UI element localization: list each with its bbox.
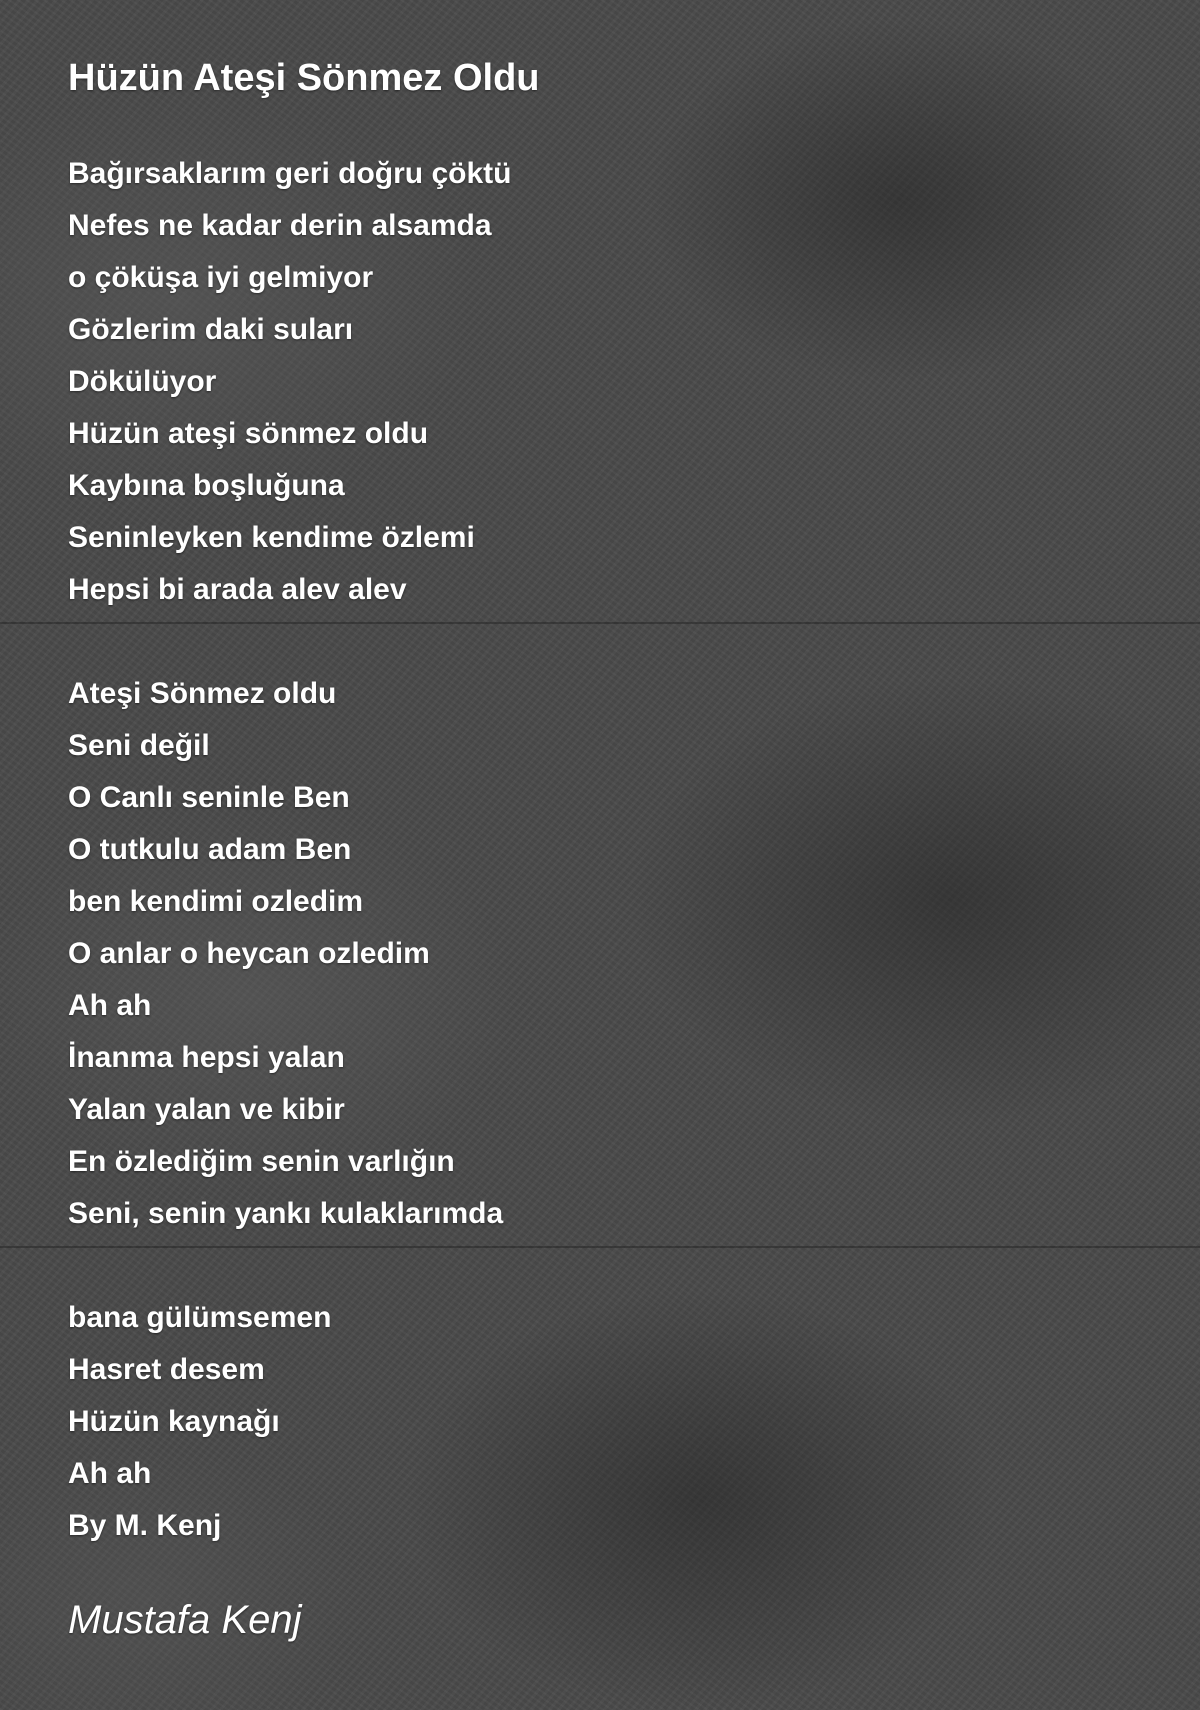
poem-line: Hüzün ateşi sönmez oldu (68, 417, 429, 450)
poem-line: Gözlerim daki suları (68, 313, 354, 346)
poem-container (68, 48, 1148, 1648)
poem-line: bana gülümsemen (68, 1301, 332, 1334)
poem-line: Ah ah (68, 1457, 152, 1490)
poem-author: Mustafa Kenj (68, 1598, 302, 1642)
poem-line: Dökülüyor (68, 365, 217, 398)
poem-line: O anlar o heycan ozledim (68, 937, 430, 970)
poem-line: Seni değil (68, 729, 210, 762)
poem-line: Hasret desem (68, 1353, 265, 1386)
poem-line: Seni, senin yankı kulaklarımda (68, 1197, 504, 1230)
stanza-2 (68, 668, 1148, 1240)
poem-line: Ah ah (68, 989, 152, 1022)
poem-line: En özlediğim senin varlığın (68, 1145, 455, 1178)
poem-line: Ateşi Sönmez oldu (68, 677, 337, 710)
poem-line: Kaybına boşluğuna (68, 469, 345, 502)
poem-line: Bağırsaklarım geri doğru çöktü (68, 157, 512, 190)
poem-line: İnanma hepsi yalan (68, 1041, 345, 1074)
poem-line: Hüzün kaynağı (68, 1405, 280, 1438)
poem-title: Hüzün Ateşi Sönmez Oldu (68, 57, 540, 99)
stanza-3 (68, 1292, 1148, 1552)
poem-line: By M. Kenj (68, 1509, 222, 1542)
poem-line: Nefes ne kadar derin alsamda (68, 209, 492, 242)
poem-line: Hepsi bi arada alev alev (68, 573, 407, 606)
poem-line: Seninleyken kendime özlemi (68, 521, 475, 554)
poem-line: O tutkulu adam Ben (68, 833, 352, 866)
stanza-1 (68, 148, 1148, 616)
poem-line: ben kendimi ozledim (68, 885, 364, 918)
poem-line: o çöküşa iyi gelmiyor (68, 261, 374, 294)
poem-line: O Canlı seninle Ben (68, 781, 350, 814)
poem-line: Yalan yalan ve kibir (68, 1093, 345, 1126)
